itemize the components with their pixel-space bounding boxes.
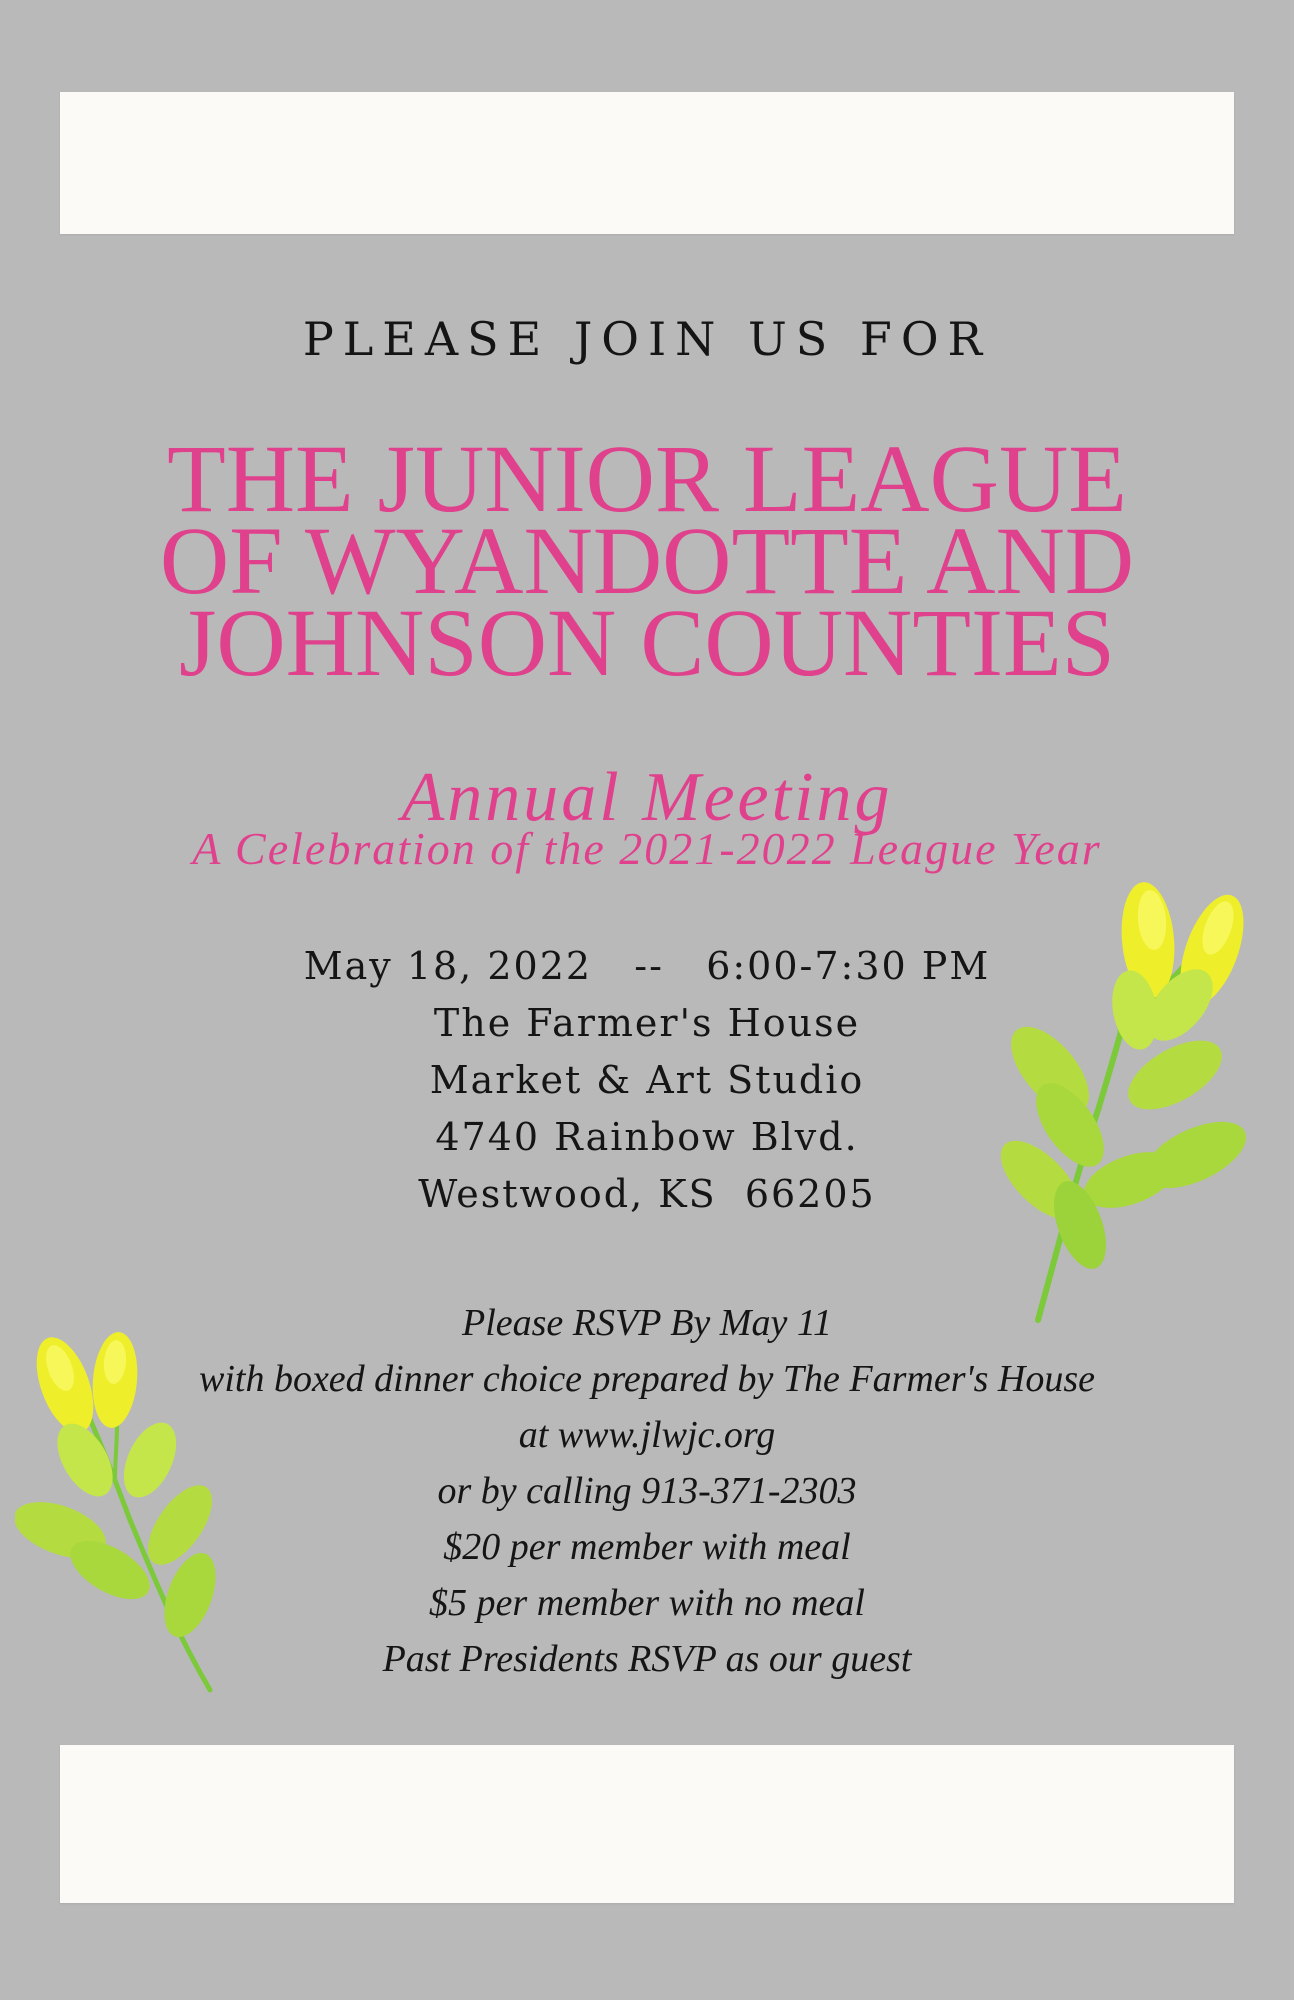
rsvp-website: at www.jlwjc.org — [518, 1414, 776, 1456]
rsvp-deadline: Please RSVP By May 11 — [461, 1302, 833, 1344]
title-line: JOHNSON COUNTIES — [178, 589, 1116, 696]
top-paper-band — [60, 92, 1234, 234]
invite-lead: PLEASE JOIN US FOR — [302, 312, 992, 366]
venue-line: Market & Art Studio — [429, 1058, 865, 1102]
rsvp-past-presidents: Past Presidents RSVP as our guest — [382, 1638, 912, 1680]
bottom-paper-band — [60, 1745, 1234, 1903]
address-line: 4740 Rainbow Blvd. — [435, 1115, 859, 1159]
rsvp-price-meal: $20 per member with meal — [443, 1526, 851, 1568]
rsvp-price-no-meal: $5 per member with no meal — [429, 1582, 865, 1624]
event-subline: A Celebration of the 2021-2022 League Year — [192, 823, 1102, 874]
rsvp-phone: or by calling 913-371-2303 — [437, 1470, 857, 1512]
title-line: THE JUNIOR LEAGUE — [167, 425, 1127, 532]
organization-title — [0, 425, 1294, 696]
date-time: May 18, 2022 -- 6:00-7:30 PM — [303, 944, 991, 988]
venue-line: The Farmer's House — [433, 1001, 861, 1045]
rsvp-dinner: with boxed dinner choice prepared by The Farmer's House — [198, 1358, 1096, 1400]
event-subtitle: Annual Meeting — [401, 759, 893, 836]
title-line: OF WYANDOTTE AND — [159, 507, 1135, 614]
leaf-sprig-icon — [15, 1330, 230, 1700]
leaf-sprig-icon — [980, 880, 1255, 1330]
city-line: Westwood, KS 66205 — [418, 1172, 876, 1216]
